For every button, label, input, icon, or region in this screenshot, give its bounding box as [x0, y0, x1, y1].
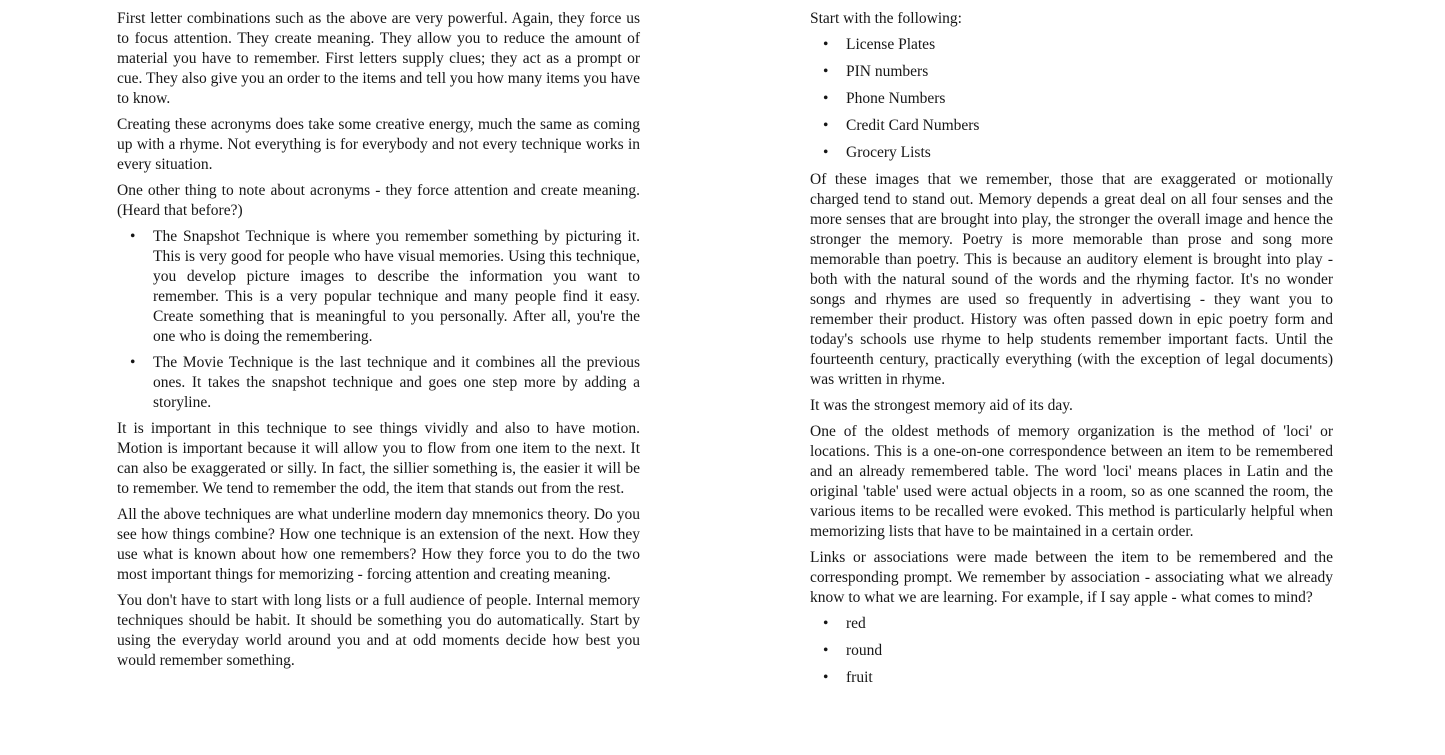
- bullet-item-grocery-lists: [810, 143, 1333, 163]
- paragraph-start-small: You don't have to start with long lists or a full audience of people. Internal memory techniques should be habit. It should be something you do automatically. Start by using the everyday world around you and at odd moments decide how best you would remember something.: [117, 592, 640, 669]
- bullet-text: Grocery Lists: [846, 144, 931, 161]
- bullet-text: fruit: [846, 669, 873, 686]
- bullet-marker-icon: •: [823, 144, 829, 161]
- bullet-item-snapshot-technique: [117, 227, 640, 347]
- right-column: [810, 9, 1333, 695]
- bullet-item-round: [810, 641, 1333, 661]
- paragraph-start-with-following: Start with the following:: [810, 10, 962, 27]
- bullet-item-red: [810, 614, 1333, 634]
- paragraph-first-letter-combinations: First letter combinations such as the above are very powerful. Again, they force us to focus attention. They create meaning. They allow you to reduce the amount of material you have to remember. First letters supply clues; they act as a prompt or cue. They also give you an order to the items and tell you how many items you have to know.: [117, 10, 640, 107]
- paragraph-of-these-images: Of these images that we remember, those that are exaggerated or motionally charged tend to stand out. Memory depends a great deal on all four senses and the more senses that are brought into play, the stronger the overall image and hence the stronger the memory. Poetry is more memorable than prose and song more memorable than poetry. This is because an auditory element is brought into play - both with the natural sound of the words and the rhyming factor. It's no wonder songs and rhymes are used so frequently in advertising - they want you to remember their product. History was often passed down in epic poetry form and today's schools use rhyme to help students remember important facts. Until the fourteenth century, practically everything (with the exception of legal documents) was written in rhyme.: [810, 171, 1333, 388]
- bullet-marker-icon: •: [130, 228, 136, 245]
- bullet-text: The Snapshot Technique is where you remember something by picturing it. This is very good for people who have visual memories. Using this technique, you develop picture images to describe the information you want to remember. This is a very popular technique and many people find it easy. Create something that is meaningful to you personally. After all, you're the one who is doing the remembering.: [153, 228, 640, 345]
- bullet-marker-icon: •: [823, 90, 829, 107]
- bullet-marker-icon: •: [823, 36, 829, 53]
- paragraph-one-other-thing: One other thing to note about acronyms - they force attention and create meaning. (Heard that before?): [117, 182, 640, 219]
- bullet-text: Phone Numbers: [846, 90, 946, 107]
- bullet-item-pin-numbers: [810, 62, 1333, 82]
- bullet-item-phone-numbers: [810, 89, 1333, 109]
- bullet-marker-icon: •: [823, 63, 829, 80]
- bullet-text: red: [846, 615, 866, 632]
- left-column: [117, 9, 640, 677]
- paragraph-links-associations: Links or associations were made between the item to be remembered and the corresponding prompt. We remember by association - associating what we already know to what we are learning. For example, if I say apple - what comes to mind?: [810, 549, 1333, 606]
- paragraph-strongest-memory-aid: It was the strongest memory aid of its day.: [810, 397, 1073, 414]
- bullet-marker-icon: •: [823, 615, 829, 632]
- bullet-text: PIN numbers: [846, 63, 929, 80]
- paragraph-mnemonics-theory: All the above techniques are what underline modern day mnemonics theory. Do you see how things combine? How one technique is an extension of the next. How they use what is known about how one remembers? How they force you to do the two most important things for memorizing - forcing attention and creating meaning.: [117, 506, 640, 583]
- bullet-item-movie-technique: [117, 353, 640, 413]
- bullet-marker-icon: •: [823, 117, 829, 134]
- bullet-item-credit-card-numbers: [810, 116, 1333, 136]
- paragraph-method-of-loci: One of the oldest methods of memory organization is the method of 'loci' or locations. This is a one-on-one correspondence between an item to be remembered and an already remembered table. The word 'loci' means places in Latin and the original 'table' used were actual objects in a room, so as one scanned the room, the various items to be recalled were evoked. This method is particularly helpful when memorizing lists that have to be maintained in a certain order.: [810, 423, 1333, 540]
- bullet-text: round: [846, 642, 883, 659]
- bullet-marker-icon: •: [823, 642, 829, 659]
- bullet-text: The Movie Technique is the last technique and it combines all the previous ones. It takes the snapshot technique and goes one step more by adding a storyline.: [153, 354, 640, 411]
- bullet-marker-icon: •: [130, 354, 136, 371]
- paragraph-creating-acronyms: Creating these acronyms does take some creative energy, much the same as coming up with a rhyme. Not everything is for everybody and not every technique works in every situation.: [117, 116, 640, 173]
- bullet-marker-icon: •: [823, 669, 829, 686]
- bullet-text: License Plates: [846, 36, 936, 53]
- bullet-text: Credit Card Numbers: [846, 117, 980, 134]
- bullet-item-fruit: [810, 668, 1333, 688]
- bullet-item-license-plates: [810, 35, 1333, 55]
- paragraph-see-things-vividly: It is important in this technique to see things vividly and also to have motion. Motion is important because it will allow you to flow from one item to the next. It can also be exaggerated or silly. In fact, the sillier something is, the easier it will be to remember. We tend to remember the odd, the item that stands out from the rest.: [117, 420, 640, 497]
